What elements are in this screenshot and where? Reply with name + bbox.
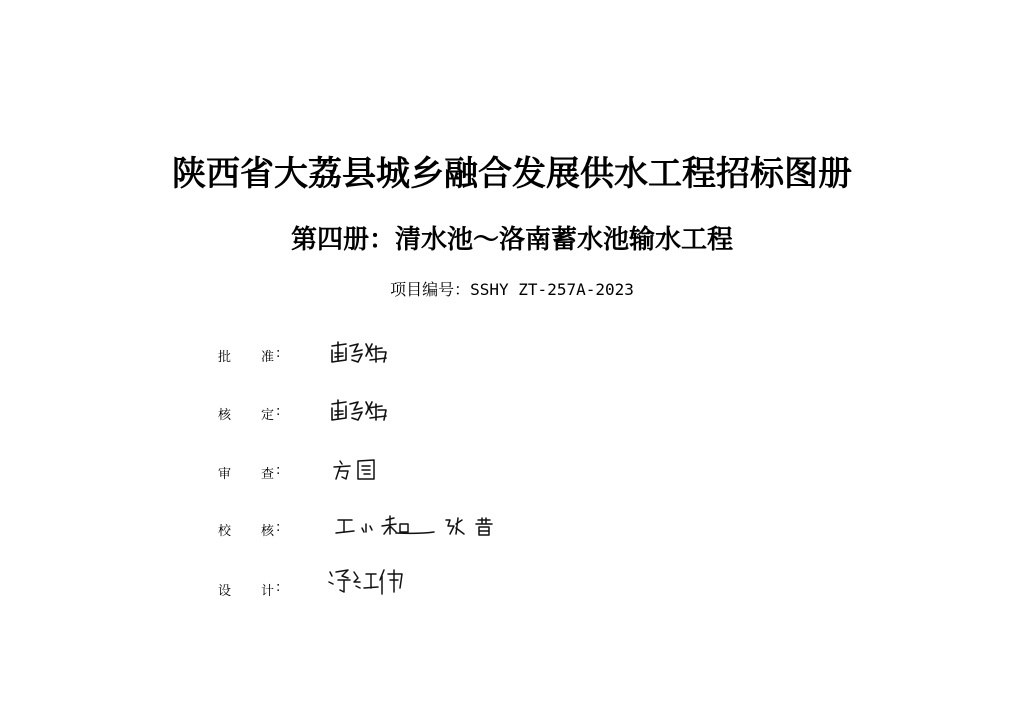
signature-approval — [328, 338, 392, 368]
project-number-value: SSHY ZT-257A-2023 — [470, 280, 634, 299]
role-label-first: 核 — [218, 408, 232, 423]
role-label-first: 批 — [218, 350, 232, 365]
role-colon: : — [276, 580, 281, 595]
role-label-second: 计 — [261, 584, 275, 599]
volume-subtitle: 第四册：清水池～洛南蓄水池输水工程 — [290, 225, 733, 255]
project-number-label: 项目编号： — [390, 280, 471, 299]
role-label-second: 核 — [261, 524, 275, 539]
project-number — [0, 277, 1024, 300]
signature-design — [326, 564, 406, 598]
signature-check — [330, 512, 500, 542]
role-colon: : — [276, 346, 281, 361]
role-colon: : — [276, 520, 281, 535]
role-label-second: 查 — [261, 467, 275, 482]
role-colon: : — [276, 404, 281, 419]
role-label-second: 准 — [261, 350, 275, 365]
signature-verification — [328, 396, 392, 426]
role-label-first: 审 — [218, 467, 232, 482]
role-colon: : — [276, 463, 281, 478]
document-title: 陕西省大荔县城乡融合发展供水工程招标图册 — [172, 154, 852, 194]
role-label-second: 定 — [261, 408, 275, 423]
role-label-first: 校 — [218, 524, 232, 539]
role-label-first: 设 — [218, 584, 232, 599]
signature-review — [328, 455, 388, 485]
